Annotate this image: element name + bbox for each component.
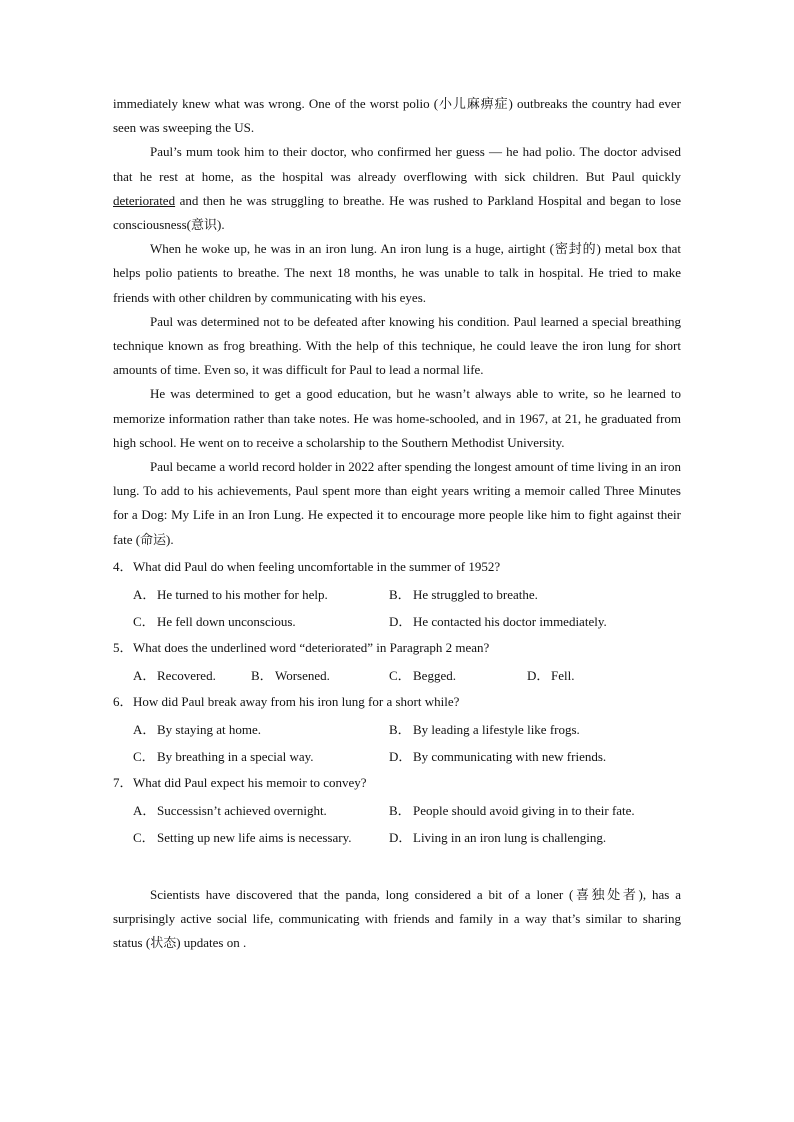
passage-paragraph-2	[113, 140, 681, 237]
option-d[interactable]: D． Fell.	[527, 667, 575, 683]
question-number: 4．	[113, 558, 133, 574]
option-c[interactable]: C． By breathing in a special way.	[133, 748, 314, 764]
question-number: 7．	[113, 774, 133, 790]
option-b[interactable]: B． Worsened.	[251, 667, 330, 683]
options-row	[113, 660, 681, 687]
question-7	[113, 771, 681, 795]
options-row	[113, 822, 681, 849]
section-gap	[113, 849, 681, 883]
passage-paragraph-6: Paul became a world record holder in 2022 after spending the longest amount of time living in an iron lung. To add to his achievements, Paul spent more than eight years writing a memoir called Three Minutes for a Dog: My Life in an Iron Lung. He expected it to encourage more people like him to fight against their fate (命运).	[113, 459, 681, 547]
next-passage-paragraph-1: Scientists have discovered that the panda, long considered a bit of a loner (喜独处者), has a surprisingly active social life, communicating with friends and family in a way that’s similar to sharing status (状态) updates on .	[113, 886, 681, 951]
option-a[interactable]: A． Recovered.	[133, 667, 216, 683]
paragraph-2-text-end: and then he was struggling to breathe. He was rushed to Parkland Hospital and began to lose consciousness(意识).	[113, 192, 681, 233]
option-d[interactable]: D． By communicating with new friends.	[389, 748, 607, 764]
option-c[interactable]: C． He fell down unconscious.	[133, 613, 296, 629]
option-d[interactable]: D． Living in an iron lung is challenging.	[389, 829, 607, 845]
option-b[interactable]: B． People should avoid giving in to their fate.	[389, 802, 635, 818]
option-d[interactable]: D． He contacted his doctor immediately.	[389, 613, 607, 629]
question-text: How did Paul break away from his iron lung for a short while?	[133, 693, 460, 709]
passage-paragraph-3: When he woke up, he was in an iron lung. An iron lung is a huge, airtight (密封的) metal box that helps polio patients to breathe. The next 18 months, he was unable to talk in hospital. He tried to make friends with other children by communicating with his eyes.	[113, 241, 681, 305]
option-a[interactable]: A． Successisn’t achieved overnight.	[133, 802, 327, 818]
option-b[interactable]: B． He struggled to breathe.	[389, 586, 538, 602]
question-text: What did Paul expect his memoir to convey?	[133, 774, 367, 790]
options-row	[113, 741, 681, 768]
option-c[interactable]: C． Begged.	[389, 667, 456, 683]
question-4	[113, 555, 681, 579]
question-text: What does the underlined word “deteriorated” in Paragraph 2 mean?	[133, 639, 490, 655]
question-number: 6．	[113, 693, 133, 709]
option-a[interactable]: A． He turned to his mother for help.	[133, 586, 328, 602]
options-row	[113, 795, 681, 822]
options-row	[113, 606, 681, 633]
options-row	[113, 579, 681, 606]
passage-paragraph-5: He was determined to get a good education, but he wasn’t always able to write, so he learned to memorize information rather than take notes. He was home-schooled, and in 1967, at 21, he graduated from high school. He went on to receive a scholarship to the Southern Methodist University.	[113, 386, 681, 450]
option-b[interactable]: B． By leading a lifestyle like frogs.	[389, 721, 580, 737]
passage-paragraph-1: immediately knew what was wrong. One of the worst polio (小儿麻痹症) outbreaks the country had ever seen was sweeping the US.	[113, 96, 681, 136]
options-row	[113, 714, 681, 741]
option-a[interactable]: A． By staying at home.	[133, 721, 261, 737]
paragraph-2-text-start: Paul’s mum took him to their doctor, who confirmed her guess — he had polio. The doctor advised that he rest at home, as the hospital was already overflowing with sick children. But Paul quickly	[113, 144, 681, 184]
question-6	[113, 690, 681, 714]
document-page	[113, 92, 681, 955]
question-5	[113, 636, 681, 660]
question-text: What did Paul do when feeling uncomfortable in the summer of 1952?	[133, 558, 501, 574]
passage-paragraph-4: Paul was determined not to be defeated after knowing his condition. Paul learned a special breathing technique known as frog breathing. With the help of this technique, he could leave the iron lung for short amounts of time. Even so, it was difficult for Paul to lead a normal life.	[113, 313, 681, 378]
option-c[interactable]: C． Setting up new life aims is necessary.	[133, 829, 352, 845]
question-number: 5．	[113, 639, 133, 655]
underlined-word: deteriorated	[113, 192, 176, 208]
